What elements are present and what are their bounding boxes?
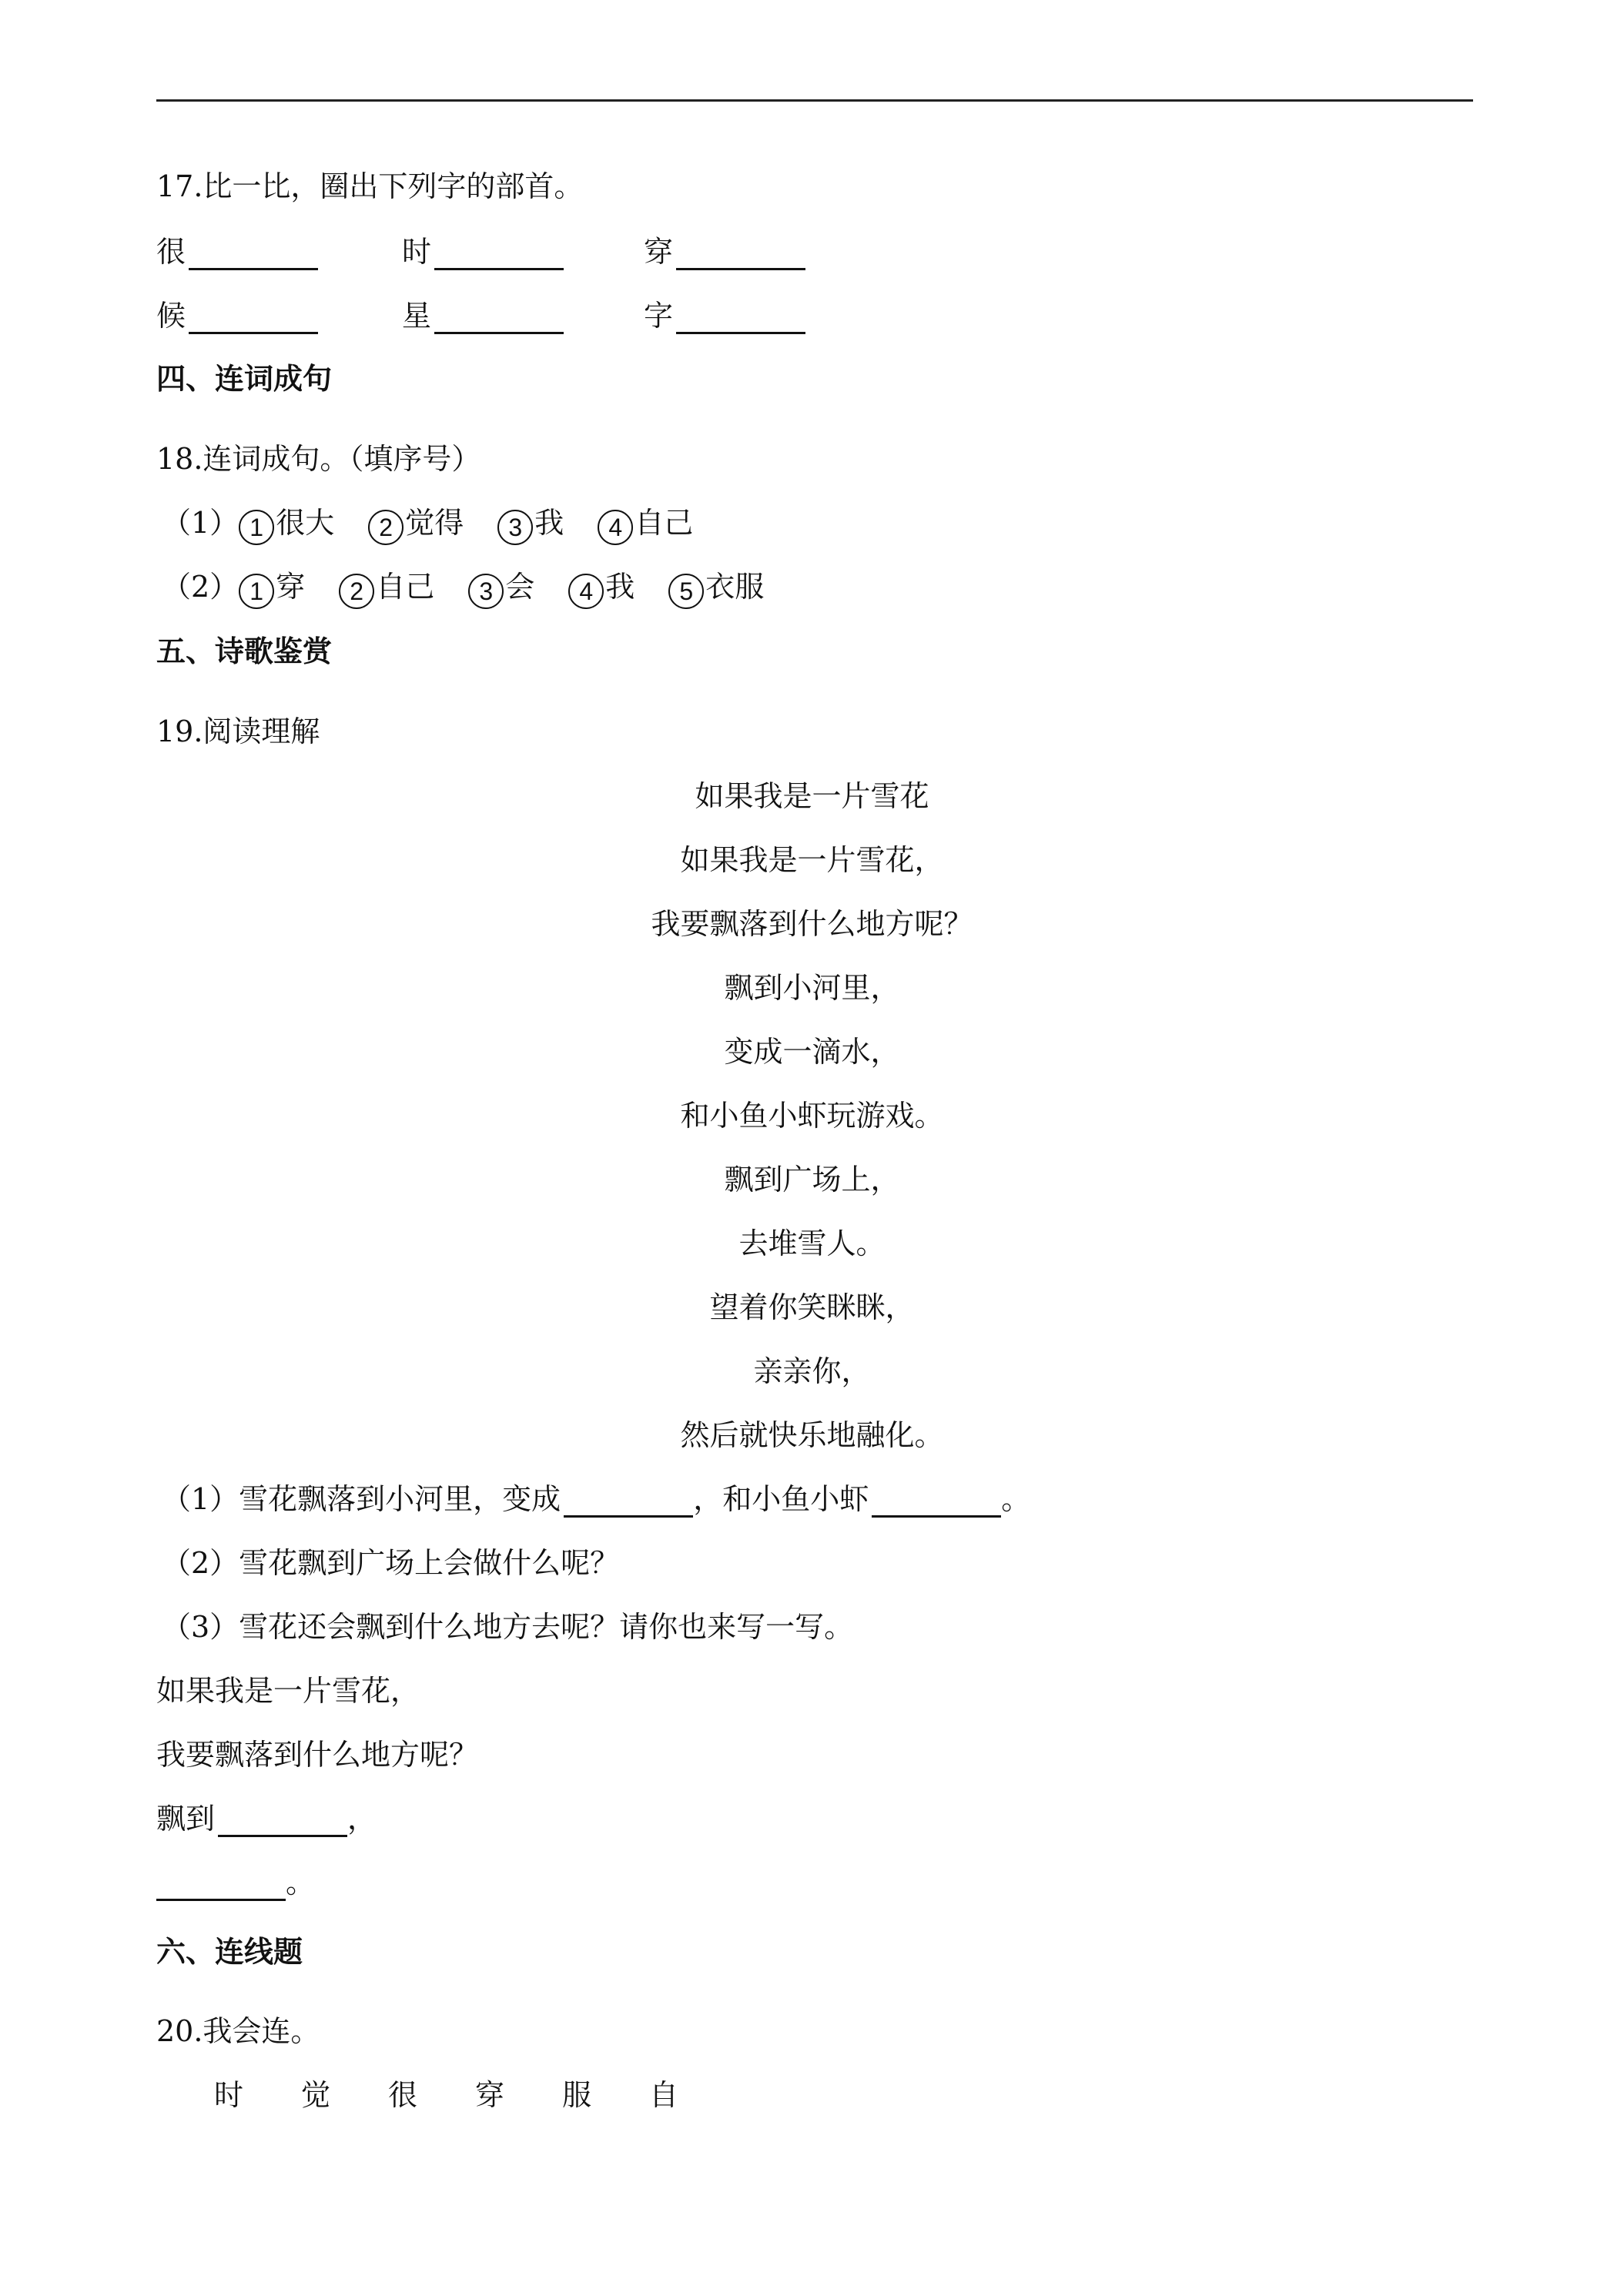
circled-number-2: 2 bbox=[339, 574, 374, 609]
question-18-title: 18.连词成句。（填序号） bbox=[156, 442, 481, 476]
q17-answer-blank[interactable] bbox=[434, 304, 564, 334]
matching-char[interactable]: 很 bbox=[388, 2078, 418, 2112]
q19-writing-line: 我要飘落到什么地方呢？ bbox=[156, 1738, 479, 1772]
q19-writing-line: 。 bbox=[156, 1864, 315, 1901]
circled-number-1: 1 bbox=[239, 574, 274, 609]
q17-answer-blank[interactable] bbox=[434, 240, 564, 270]
circled-number-3: 3 bbox=[468, 574, 504, 609]
q19-sub-2: （2）雪花飘到广场上会做什么呢？ bbox=[162, 1546, 620, 1580]
matching-char[interactable]: 自 bbox=[649, 2078, 679, 2112]
circled-number-1: 1 bbox=[239, 510, 274, 545]
circled-number-2: 2 bbox=[368, 510, 403, 545]
q17-item: 很 bbox=[156, 233, 318, 270]
matching-char[interactable]: 时 bbox=[214, 2078, 244, 2112]
poem-line: 飘到小河里， bbox=[724, 971, 900, 1005]
q19-writing-line: 如果我是一片雪花， bbox=[156, 1674, 420, 1708]
poem-title: 如果我是一片雪花 bbox=[695, 779, 929, 813]
section-heading-6: 六、连线题 bbox=[156, 1935, 303, 1969]
matching-char[interactable]: 穿 bbox=[475, 2078, 505, 2112]
q17-item: 字 bbox=[644, 297, 805, 334]
q19-answer-blank[interactable] bbox=[564, 1488, 693, 1518]
question-20-title: 20.我会连。 bbox=[156, 2014, 320, 2048]
poem-line: 我要飘落到什么地方呢？ bbox=[651, 907, 973, 941]
q18-sentence-1: （1） 1 很大 2 觉得 3 我 4 自己 bbox=[162, 504, 693, 545]
q17-answer-blank[interactable] bbox=[189, 304, 318, 334]
q19-sub-1: （1）雪花飘落到小河里，变成 ，和小鱼小虾 。 bbox=[162, 1482, 1031, 1516]
q17-item: 星 bbox=[402, 297, 564, 334]
matching-char[interactable]: 服 bbox=[562, 2078, 592, 2112]
q19-answer-blank[interactable] bbox=[872, 1488, 1001, 1518]
q19-answer-blank[interactable] bbox=[156, 1871, 286, 1901]
question-17-title: 17.比一比，圈出下列字的部首。 bbox=[156, 169, 584, 203]
matching-char[interactable]: 觉 bbox=[301, 2078, 331, 2112]
poem-line: 飘到广场上， bbox=[724, 1163, 900, 1197]
q17-item: 候 bbox=[156, 297, 318, 334]
q17-answer-blank[interactable] bbox=[189, 240, 318, 270]
section-heading-4: 四、连词成句 bbox=[156, 362, 333, 396]
section-heading-5: 五、诗歌鉴赏 bbox=[156, 634, 333, 668]
poem-line: 然后就快乐地融化。 bbox=[680, 1418, 944, 1452]
poem-line: 和小鱼小虾玩游戏。 bbox=[680, 1099, 944, 1133]
poem-line: 去堆雪人。 bbox=[738, 1227, 886, 1260]
header-rule bbox=[156, 99, 1473, 102]
circled-number-5: 5 bbox=[668, 574, 704, 609]
circled-number-4: 4 bbox=[568, 574, 604, 609]
circled-number-4: 4 bbox=[598, 510, 633, 545]
q17-answer-blank[interactable] bbox=[676, 304, 805, 334]
poem-line: 如果我是一片雪花， bbox=[680, 843, 944, 877]
q17-item: 穿 bbox=[644, 233, 805, 270]
question-19-title: 19.阅读理解 bbox=[156, 715, 320, 748]
q19-sub-3: （3）雪花还会飘到什么地方去呢？请你也来写一写。 bbox=[162, 1610, 854, 1644]
poem-line: 望着你笑眯眯， bbox=[709, 1290, 915, 1324]
poem-line: 亲亲你， bbox=[753, 1354, 871, 1388]
q19-writing-line: 飘到 ， bbox=[156, 1802, 377, 1836]
q19-answer-blank[interactable] bbox=[218, 1807, 347, 1837]
q17-answer-blank[interactable] bbox=[676, 240, 805, 270]
circled-number-3: 3 bbox=[497, 510, 533, 545]
poem-line: 变成一滴水， bbox=[724, 1035, 900, 1069]
q17-item: 时 bbox=[402, 233, 564, 270]
q18-sentence-2: （2） 1 穿 2 自己 3 会 4 我 5 衣服 bbox=[162, 568, 764, 609]
